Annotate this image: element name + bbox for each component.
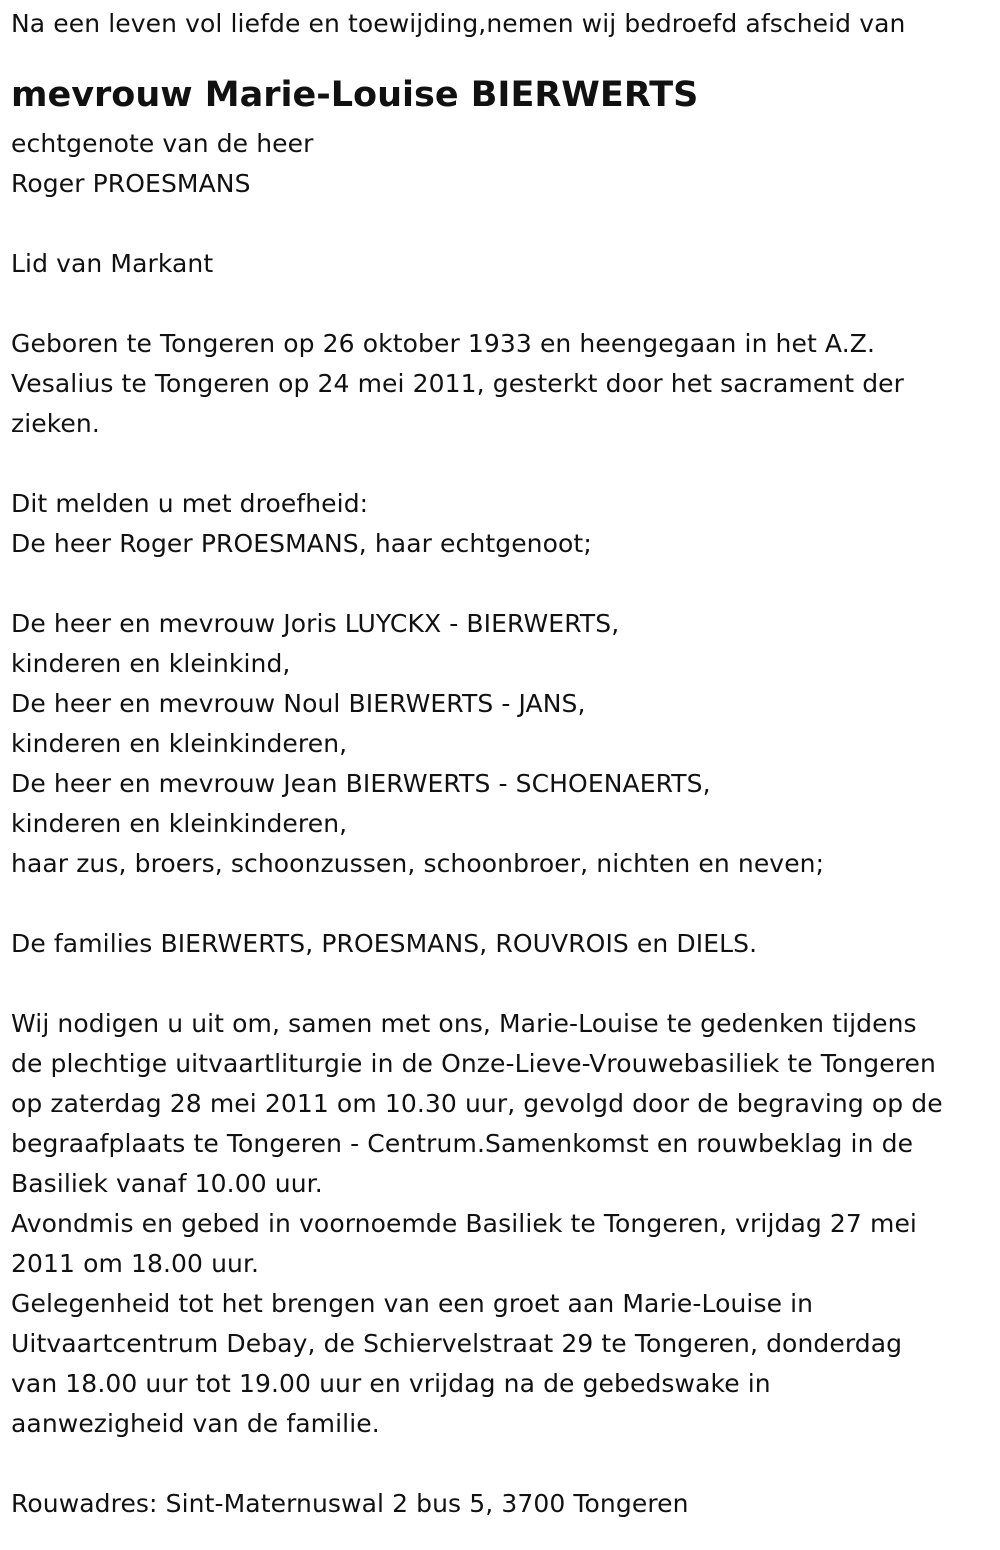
spacer — [11, 884, 996, 924]
paragraph-line: Wij nodigen u uit om, samen met ons, Marie-Louise te gedenken tijdens — [11, 1009, 917, 1038]
family-line: haar zus, broers, schoonzussen, schoonbroer, nichten en neven; — [11, 849, 825, 878]
families-line: De families BIERWERTS, PROESMANS, ROUVROIS en DIELS. — [11, 929, 758, 958]
family-list — [11, 604, 996, 884]
birth-death-paragraph — [11, 324, 996, 444]
spacer — [11, 444, 996, 484]
paragraph-line: De heer Roger PROESMANS, haar echtgenoot; — [11, 529, 592, 558]
announcement-paragraph — [11, 484, 996, 564]
paragraph-line: Geboren te Tongeren op 26 oktober 1933 en heengegaan in het A.Z. — [11, 329, 876, 358]
family-line: De heer en mevrouw Noul BIERWERTS - JANS, — [11, 689, 586, 718]
paragraph-line: Dit melden u met droefheid: — [11, 489, 369, 518]
spacer — [11, 284, 996, 324]
deceased-name: mevrouw Marie-Louise BIERWERTS — [11, 75, 699, 115]
intro-text: Na een leven vol liefde en toewijding,nemen wij bedroefd afscheid van — [11, 9, 906, 38]
paragraph-line: zieken. — [11, 409, 100, 438]
family-line: kinderen en kleinkinderen, — [11, 809, 348, 838]
paragraph-line: van 18.00 uur tot 19.00 uur en vrijdag na de gebedswake in — [11, 1369, 771, 1398]
family-line: kinderen en kleinkind, — [11, 649, 291, 678]
paragraph-line: aanwezigheid van de familie. — [11, 1409, 380, 1438]
paragraph-line: Basiliek vanaf 10.00 uur. — [11, 1169, 323, 1198]
paragraph-line: op zaterdag 28 mei 2011 om 10.30 uur, gevolgd door de begraving op de — [11, 1089, 943, 1118]
paragraph-line: Avondmis en gebed in voornoemde Basiliek te Tongeren, vrijdag 27 mei — [11, 1209, 917, 1238]
paragraph-line: 2011 om 18.00 uur. — [11, 1249, 260, 1278]
spacer — [11, 204, 996, 244]
spacer — [11, 964, 996, 1004]
spacer — [11, 564, 996, 604]
spouse-name: Roger PROESMANS — [11, 169, 251, 198]
paragraph-line: Gelegenheid tot het brengen van een groet aan Marie-Louise in — [11, 1289, 814, 1318]
spacer — [11, 1444, 996, 1484]
family-line: kinderen en kleinkinderen, — [11, 729, 348, 758]
paragraph-line: Vesalius te Tongeren op 24 mei 2011, gesterkt door het sacrament der — [11, 369, 905, 398]
family-line: De heer en mevrouw Jean BIERWERTS - SCHOENAERTS, — [11, 769, 711, 798]
mourning-address: Rouwadres: Sint-Maternuswal 2 bus 5, 3700 Tongeren — [11, 1489, 689, 1518]
ceremony-paragraph — [11, 1004, 996, 1444]
relation-line: echtgenote van de heer — [11, 129, 314, 158]
family-line: De heer en mevrouw Joris LUYCKX - BIERWERTS, — [11, 609, 620, 638]
membership-text: Lid van Markant — [11, 249, 214, 278]
paragraph-line: de plechtige uitvaartliturgie in de Onze-Lieve-Vrouwebasiliek te Tongeren — [11, 1049, 936, 1078]
paragraph-line: Uitvaartcentrum Debay, de Schiervelstraat 29 te Tongeren, donderdag — [11, 1329, 903, 1358]
obituary-document — [11, 4, 996, 1524]
paragraph-line: begraafplaats te Tongeren - Centrum.Samenkomst en rouwbeklag in de — [11, 1129, 914, 1158]
